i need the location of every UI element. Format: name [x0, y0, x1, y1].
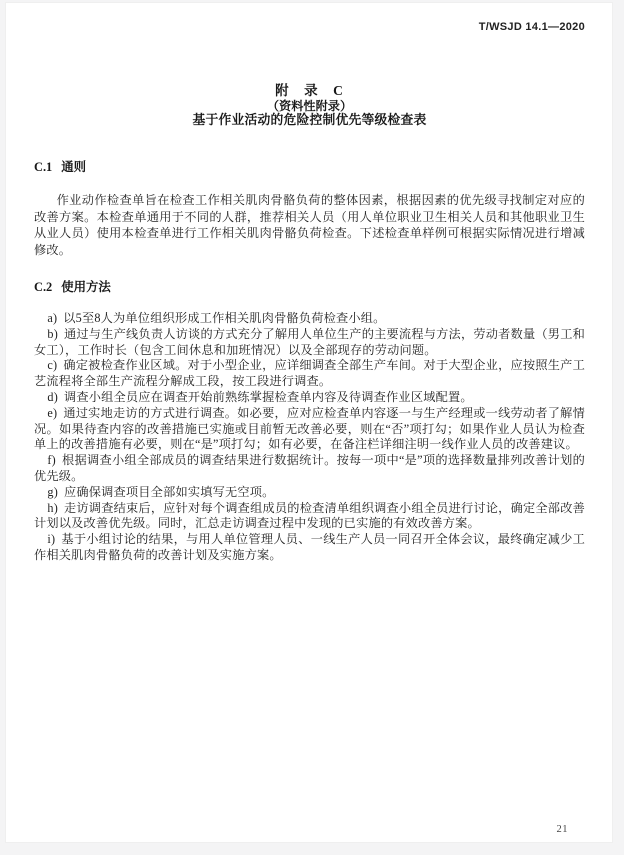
list-item-i-text: 基于小组讨论的结果，与用人单位管理人员、一线生产人员一同召开全体会议，最终确定减少工作相关肌肉骨骼负荷的改善计划及实施方案。 — [34, 532, 585, 562]
list-item-f-text: 根据调查小组全部成员的调查结果进行数据统计。按每一项中“是”项的选择数量排列改善计划的优先级。 — [34, 453, 585, 483]
list-item-i-label: i) — [47, 532, 56, 547]
section-c1-paragraph: 作业动作检查单旨在检查工作相关肌肉骨骼负荷的整体因素，根据因素的优先级寻找制定对应的改善方案。本检查单通用于不同的人群，推荐相关人员（用人单位职业卫生相关人员和其他职业卫生从业人员）使用本检查单进行工作相关肌肉骨骼负荷检查。下述检查单样例可根据实际情况进行增减修改。 — [34, 193, 585, 257]
section-c1-number: C.1 — [34, 160, 53, 174]
list-item-b-label: b) — [47, 326, 58, 341]
section-c2-title: 使用方法 — [61, 280, 111, 294]
list-item-d — [34, 390, 585, 406]
list-item-f — [34, 453, 585, 485]
list-item-i — [34, 532, 585, 564]
list-item-e — [34, 406, 585, 453]
list-item-e-text: 通过实地走访的方式进行调查。如必要，应对应检查单内容逐一与生产经理或一线劳动者了解情况。如果待查内容的改善措施已实施或目前暂无改善必要，则在“否”项打勾；如果作业人员认为检查单上的改善措施有必要，则在“是”项打勾；如有必要，在备注栏详细注明一线作业人员的改善建议。 — [34, 405, 585, 452]
list-item-a-text: 以5至8人为单位组织形成工作相关肌肉骨骼负荷检查小组。 — [63, 311, 386, 325]
list-item-g-text: 应确保调查项目全部如实填写无空项。 — [63, 484, 275, 499]
list-item-c-text: 确定被检查作业区域。对于小型企业，应详细调查全部生产车间。对于大型企业，应按照生产工艺流程将全部生产流程分解成工段，按工段进行调查。 — [34, 358, 585, 389]
list-item-d-label: d) — [47, 389, 58, 404]
list-item-c — [34, 358, 585, 390]
list-item-g-label: g) — [47, 484, 58, 499]
list-item-c-label: c) — [47, 358, 58, 373]
list-item-a-label: a) — [47, 311, 58, 325]
section-c2-number: C.2 — [34, 280, 53, 294]
list-item-a — [34, 311, 585, 327]
list-item-b — [34, 327, 585, 359]
appendix-title-block — [34, 84, 585, 127]
page-number: 21 — [556, 824, 568, 835]
section-c2-heading — [34, 279, 585, 296]
appendix-subtitle: （资料性附录） — [266, 98, 353, 113]
list-item-h — [34, 501, 585, 533]
list-item-g — [34, 485, 585, 501]
section-c1-heading — [34, 159, 585, 176]
section-c1-title: 通则 — [61, 160, 87, 174]
list-item-d-text: 调查小组全员应在调查开始前熟练掌握检查单内容及待调查作业区域配置。 — [63, 389, 473, 404]
list-item-h-label: h) — [47, 500, 58, 515]
list-item-e-label: e) — [47, 405, 58, 420]
appendix-name: 基于作业活动的危险控制优先等级检查表 — [192, 113, 427, 127]
document-page — [5, 2, 613, 843]
appendix-title: 附 录 C — [275, 83, 344, 98]
usage-method-list — [34, 311, 585, 564]
doc-code: T/WSJD 14.1—2020 — [478, 21, 585, 33]
list-item-b-text: 通过与生产线负责人访谈的方式充分了解用人单位生产的主要流程与方法，劳动者数量（男工和女工），工作时长（包含工间休息和加班情况）以及全部现存的劳动问题。 — [34, 326, 585, 357]
list-item-f-label: f) — [47, 453, 56, 468]
list-item-h-text: 走访调查结束后，应针对每个调查组成员的检查清单组织调查小组全员进行讨论，确定全部改善计划以及改善优先级。同时，汇总走访调查过程中发现的已实施的有效改善方案。 — [34, 500, 585, 531]
